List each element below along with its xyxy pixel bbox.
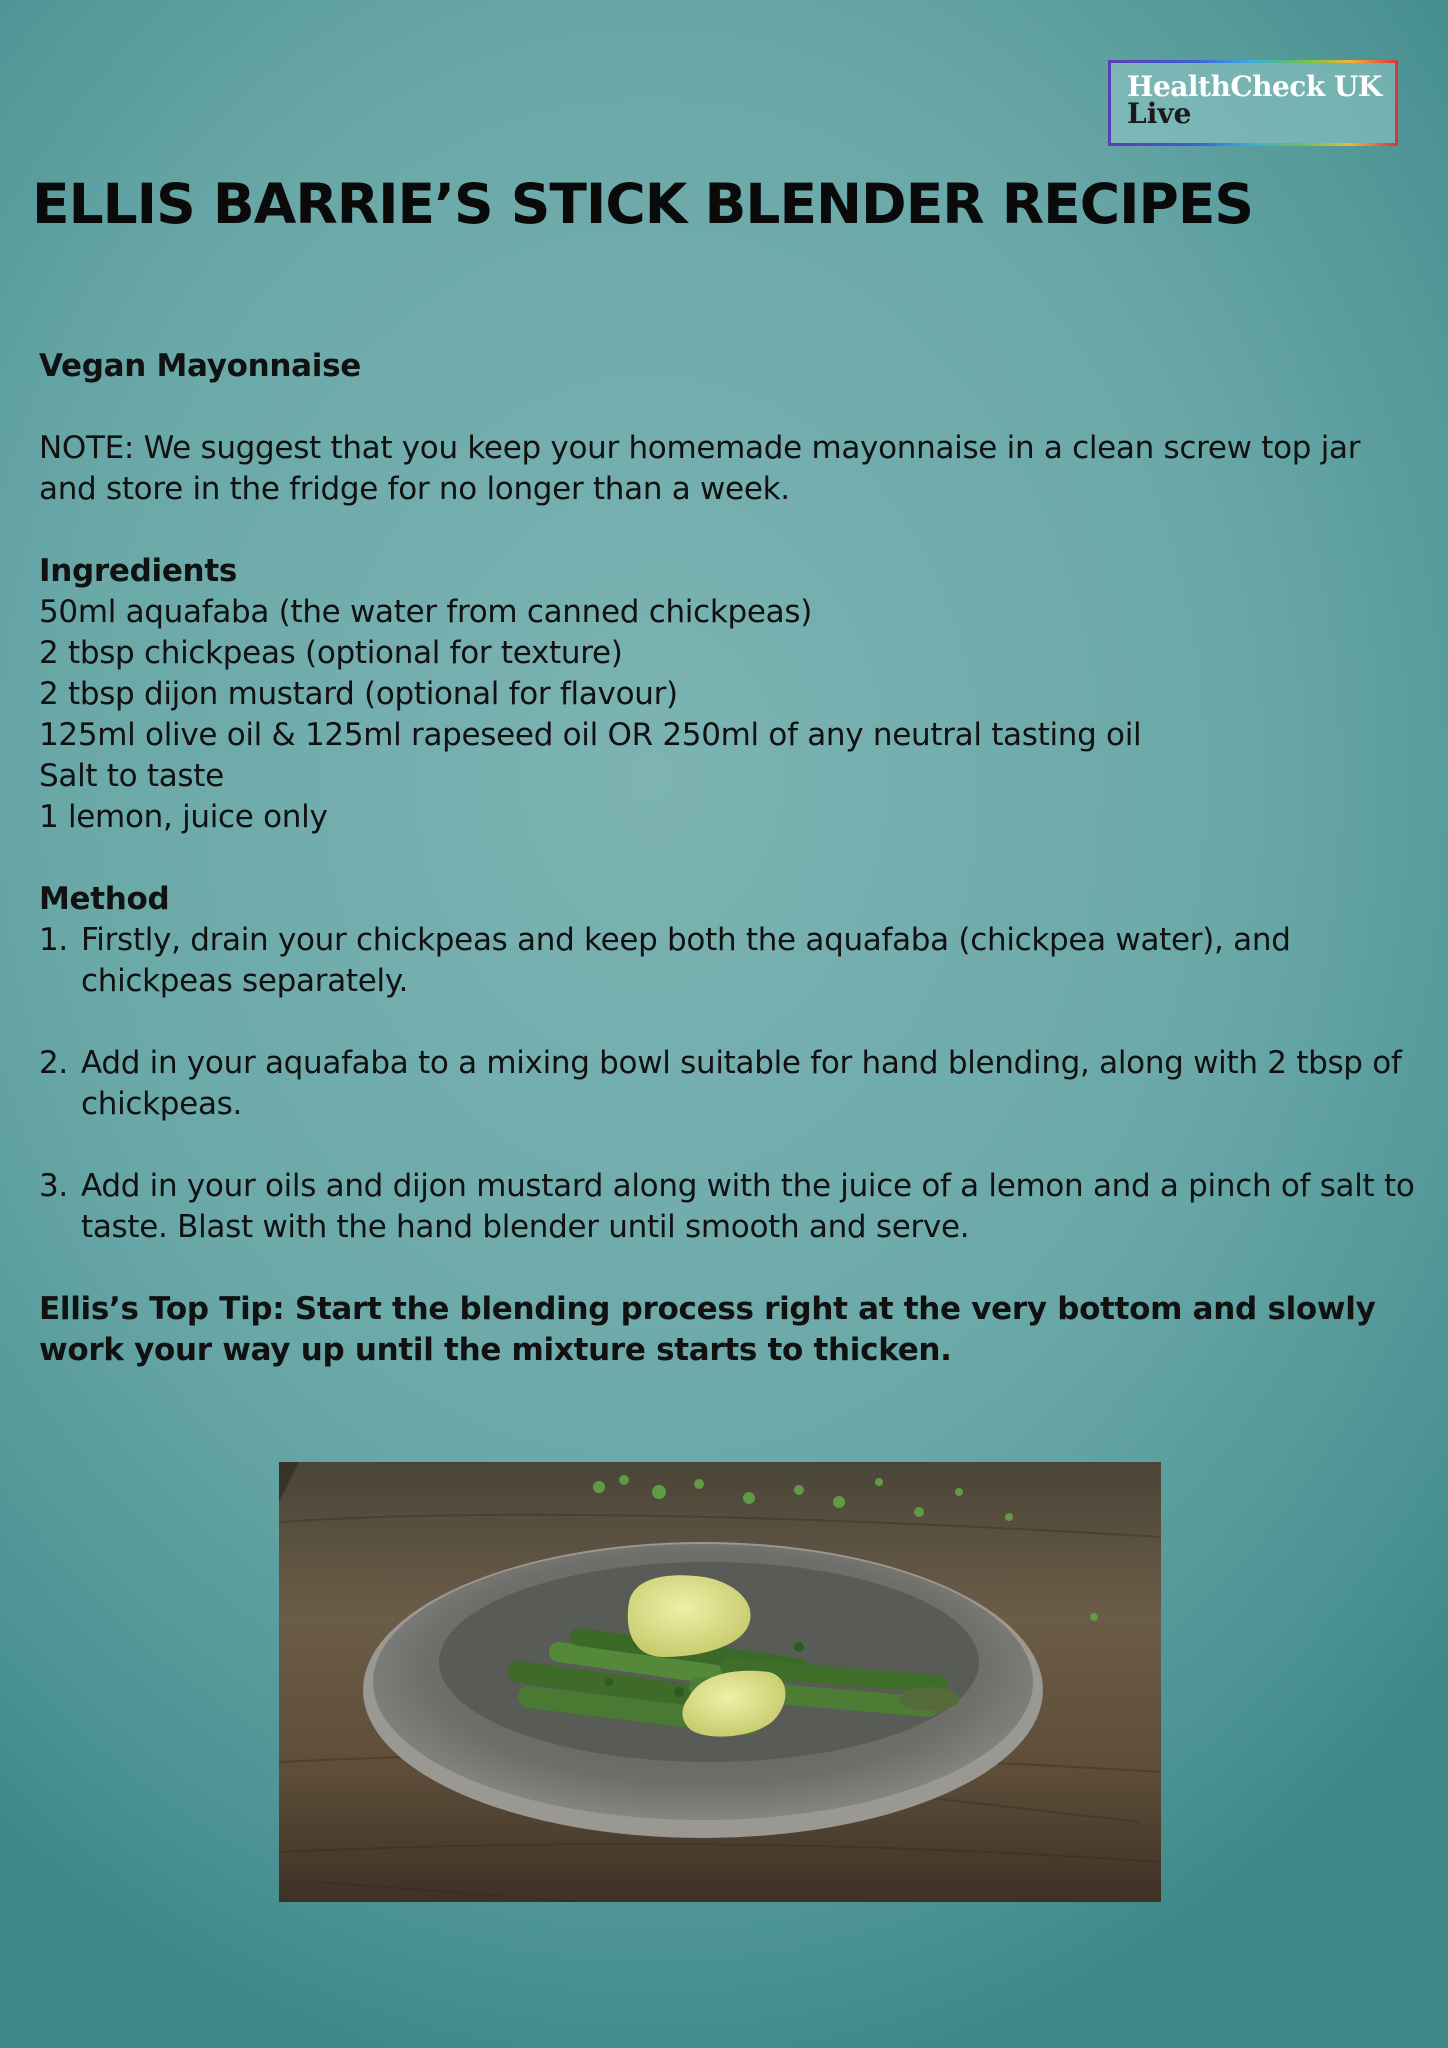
recipe-name: Vegan Mayonnaise — [39, 348, 361, 384]
method-list — [39, 920, 1419, 1248]
ingredient-item: Salt to taste — [39, 758, 224, 794]
ingredient-item: 50ml aquafaba (the water from canned chickpeas) — [39, 594, 812, 630]
logo-line-1: HealthCheck UK — [1127, 70, 1382, 103]
logo-line-2: Live — [1127, 97, 1192, 130]
method-step-text: Firstly, drain your chickpeas and keep both the aquafaba (chickpea water), and chickpeas separately. — [81, 922, 1291, 999]
method-step — [39, 920, 1419, 1002]
method-heading: Method — [39, 881, 170, 917]
ingredients-list — [39, 592, 1419, 838]
healthcheck-uk-live-logo — [1108, 60, 1398, 146]
ingredient-item: 125ml olive oil & 125ml rapeseed oil OR 250ml of any neutral tasting oil — [39, 717, 1142, 753]
method-step-text: Add in your oils and dijon mustard along with the juice of a lemon and a pinch of salt to taste. Blast with the hand blender until smooth and serve. — [81, 1168, 1415, 1245]
method-step-text: Add in your aquafaba to a mixing bowl suitable for hand blending, along with 2 tbsp of chickpeas. — [81, 1045, 1402, 1122]
ingredient-item: 2 tbsp chickpeas (optional for texture) — [39, 635, 623, 671]
ingredients-heading: Ingredients — [39, 553, 237, 589]
dish-photo — [279, 1462, 1161, 1902]
method-step — [39, 1166, 1419, 1248]
method-step-number: 1. — [39, 922, 68, 958]
top-tip: Ellis’s Top Tip: Start the blending process right at the very bottom and slowly work your way up until the mixture starts to thicken. — [39, 1291, 1376, 1368]
method-step — [39, 1043, 1419, 1125]
method-step-number: 3. — [39, 1168, 68, 1204]
page-title: ELLIS BARRIE’S STICK BLENDER RECIPES — [32, 172, 1254, 236]
method-step-number: 2. — [39, 1045, 68, 1081]
recipe-note: NOTE: We suggest that you keep your homemade mayonnaise in a clean screw top jar and store in the fridge for no longer than a week. — [39, 430, 1361, 507]
ingredient-item: 2 tbsp dijon mustard (optional for flavour) — [39, 676, 678, 712]
recipe-content — [39, 346, 1419, 1371]
ingredient-item: 1 lemon, juice only — [39, 799, 328, 835]
